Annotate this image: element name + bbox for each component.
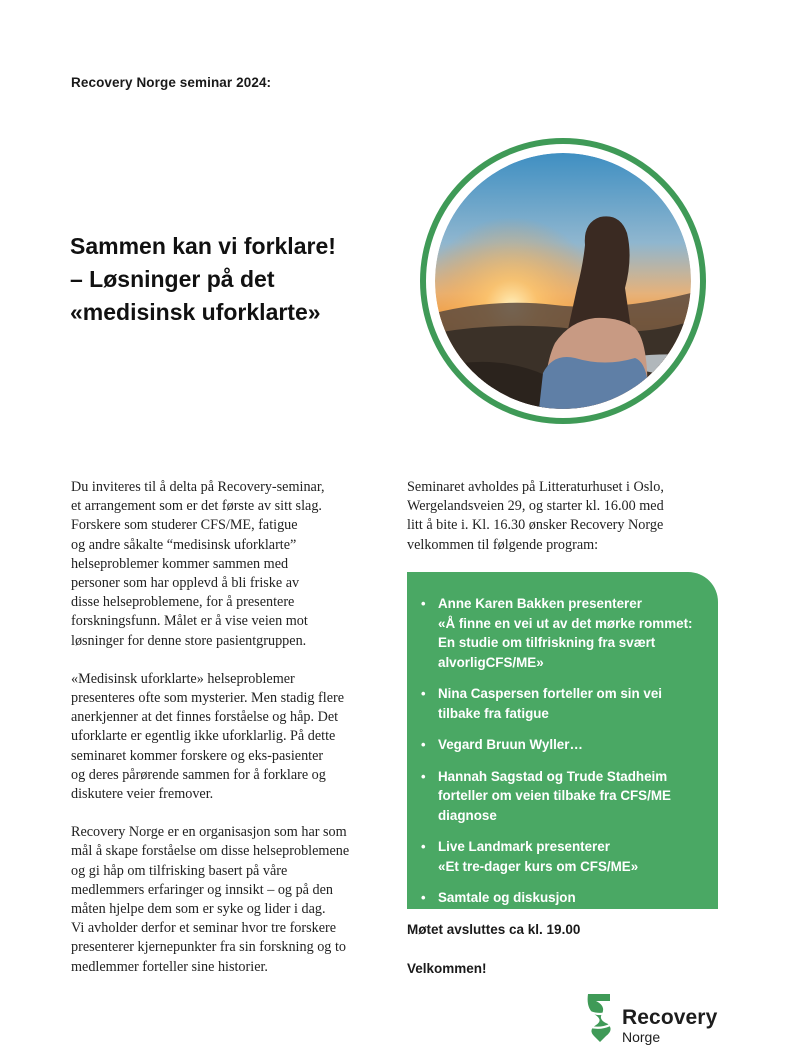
text-line: personer som har opplevd å bli friske av [71, 575, 300, 592]
seminar-kicker: Recovery Norge seminar 2024: [71, 75, 272, 90]
text-line: uforklarte er egentlig ikke uforklarlig. På dette [71, 728, 336, 745]
text-line: Nina Caspersen forteller om sin vei [438, 686, 662, 701]
text-line: «Å finne en vei ut av det mørke rommet: [438, 615, 693, 631]
recovery-norge-mark-icon [580, 992, 618, 1044]
text-line: anerkjenner at det finnes forståelse og håp. Det [71, 709, 339, 726]
text-line: og andre såkalte “medisinsk uforklarte” [71, 536, 297, 553]
text-line: alvorligCFS/ME» [438, 654, 544, 670]
recovery-norge-logo [580, 990, 730, 1050]
text-line: mål å skape forståelse om disse helseproblemene [71, 843, 350, 860]
hero-photo [435, 153, 691, 409]
text-line: presenteres ofte som mysterier. Men stadig flere [71, 690, 345, 707]
text-line: og deres pårørende sammen for å forklare og [71, 766, 326, 783]
text-line: Du inviteres til å delta på Recovery-seminar, [71, 479, 325, 495]
bullet-icon: • [421, 768, 426, 784]
hero-photo-frame [420, 138, 706, 424]
text-line: Live Landmark presenterer [438, 839, 610, 854]
text-line: diagnose [438, 807, 497, 823]
program-item [419, 594, 708, 672]
intro-body [71, 478, 389, 996]
program-item [419, 684, 708, 723]
text-line: seminaret kommer forskere og eks-pasienter [71, 747, 324, 764]
text-line: tilbake fra fatigue [438, 705, 549, 721]
text-line: helseproblemer kommer sammen med [71, 555, 289, 572]
bullet-icon: • [421, 686, 426, 701]
text-line: Vi avholder derfor et seminar hvor tre forskere [71, 920, 337, 937]
bullet-icon: • [421, 890, 426, 905]
text-line: løsninger for denne store pasientgruppen. [71, 632, 307, 649]
text-line: forskningsfunn. Målet er å vise veien mot [71, 613, 308, 630]
bullet-icon: • [421, 737, 426, 752]
bullet-icon: • [421, 596, 426, 611]
text-line: og gi håp om tilfrisking basert på våre [71, 862, 288, 879]
text-line: diskutere veier fremover. [71, 786, 214, 803]
text-line: velkommen til følgende program: [407, 536, 599, 553]
page-title [70, 230, 400, 329]
text-line: medlemmer forteller sine historier. [71, 958, 268, 975]
program-item [419, 767, 708, 826]
logo-subtitle: Norge [622, 1029, 661, 1045]
text-line: medlemmers erfaringer og innsikt – og på den [71, 881, 333, 898]
intro-paragraph [71, 823, 389, 977]
text-line: måten hjelpe dem som er syke og lider i dag. [71, 901, 326, 918]
text-line: litt å bite i. Kl. 16.30 ønsker Recovery Norge [407, 517, 664, 534]
text-line: Anne Karen Bakken presenterer [438, 596, 642, 611]
closing-time: Møtet avsluttes ca kl. 19.00 [407, 922, 581, 937]
program-item [419, 888, 708, 908]
text-line: Recovery Norge er en organisasjon som har som [71, 824, 347, 841]
program-list [419, 594, 708, 908]
intro-paragraph [71, 670, 389, 804]
text-line: En studie om tilfriskning fra svært [438, 635, 656, 650]
welcome-text: Velkommen! [407, 961, 487, 976]
text-line: «Medisinsk uforklarte» helseproblemer [71, 670, 295, 687]
title-line: «medisinsk uforklarte» [70, 299, 321, 325]
program-box [407, 572, 718, 909]
venue-intro [407, 478, 717, 555]
bullet-icon: • [421, 839, 426, 854]
program-item [419, 837, 708, 876]
logo-wordmark: Recovery [622, 1006, 718, 1029]
text-line: disse helseproblemene, for å presentere [71, 594, 295, 611]
title-line: Sammen kan vi forklare! [70, 233, 336, 259]
intro-paragraph [71, 478, 389, 651]
text-line: et arrangement som er det første av sitt slag. [71, 498, 322, 515]
text-line: Vegard Bruun Wyller… [438, 737, 583, 752]
text-line: forteller om veien tilbake fra CFS/ME [438, 788, 671, 803]
title-line: – Løsninger på det [70, 266, 275, 292]
text-line: Hannah Sagstad og Trude Stadheim [438, 768, 668, 784]
text-line: Wergelandsveien 29, og starter kl. 16.00 med [407, 498, 664, 515]
program-item [419, 735, 708, 755]
text-line: «Et tre-dager kurs om CFS/ME» [438, 858, 639, 874]
text-line: Forskere som studerer CFS/ME, fatigue [71, 517, 298, 534]
text-line: Samtale og diskusjon [438, 890, 576, 905]
text-line: presenterer kjernepunkter fra sin forskning og to [71, 939, 346, 956]
text-line: Seminaret avholdes på Litteraturhuset i Oslo, [407, 479, 664, 495]
